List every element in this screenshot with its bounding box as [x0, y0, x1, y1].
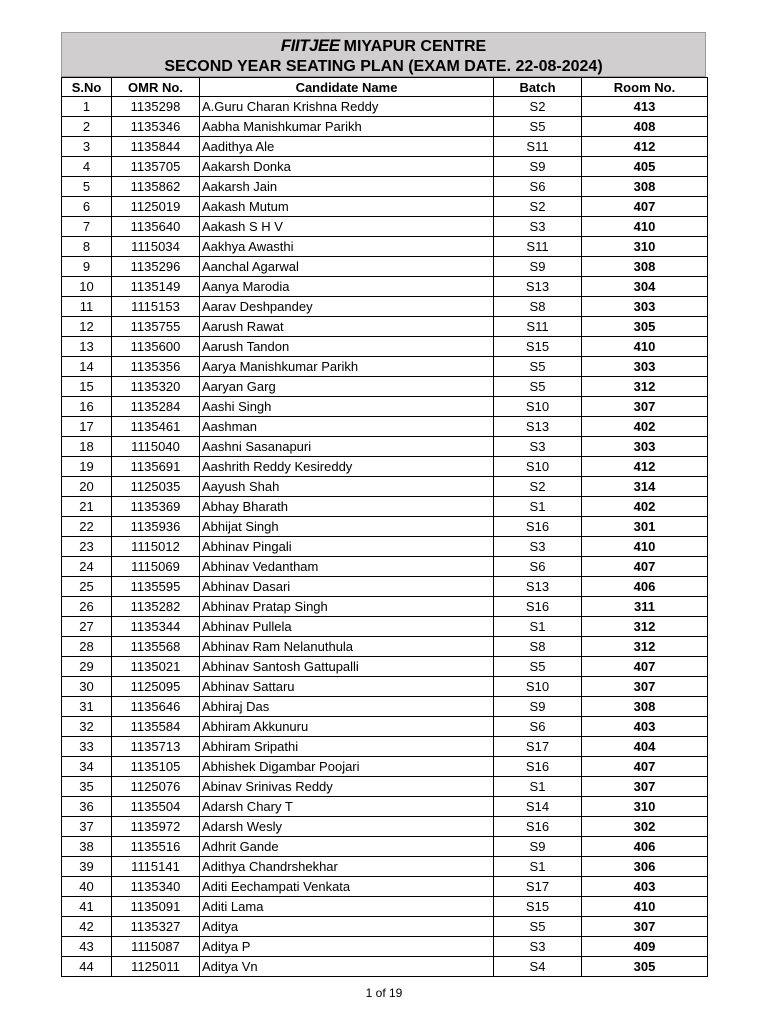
- cell-room: 406: [582, 837, 708, 857]
- cell-name: Abhinav Pullela: [200, 617, 494, 637]
- cell-batch: S8: [494, 297, 582, 317]
- cell-room: 303: [582, 437, 708, 457]
- cell-sno: 28: [62, 637, 112, 657]
- brand-logo: FIITJEE: [280, 36, 340, 55]
- cell-batch: S16: [494, 517, 582, 537]
- table-row: [62, 597, 708, 617]
- table-row: [62, 137, 708, 157]
- table-row: [62, 377, 708, 397]
- cell-sno: 1: [62, 97, 112, 117]
- cell-sno: 42: [62, 917, 112, 937]
- table-row: [62, 517, 708, 537]
- col-batch-header: Batch: [494, 78, 582, 97]
- cell-name: Abinav Srinivas Reddy: [200, 777, 494, 797]
- cell-sno: 10: [62, 277, 112, 297]
- cell-sno: 22: [62, 517, 112, 537]
- cell-omr: 1135568: [112, 637, 200, 657]
- cell-batch: S13: [494, 417, 582, 437]
- table-row: [62, 717, 708, 737]
- cell-room: 410: [582, 537, 708, 557]
- cell-batch: S13: [494, 577, 582, 597]
- cell-sno: 16: [62, 397, 112, 417]
- cell-room: 303: [582, 357, 708, 377]
- table-row: [62, 297, 708, 317]
- cell-sno: 41: [62, 897, 112, 917]
- cell-sno: 33: [62, 737, 112, 757]
- cell-name: Adhrit Gande: [200, 837, 494, 857]
- cell-room: 410: [582, 217, 708, 237]
- cell-name: Aaryan Garg: [200, 377, 494, 397]
- cell-name: Aanya Marodia: [200, 277, 494, 297]
- cell-sno: 43: [62, 937, 112, 957]
- cell-omr: 1135091: [112, 897, 200, 917]
- cell-name: A.Guru Charan Krishna Reddy: [200, 97, 494, 117]
- cell-batch: S1: [494, 777, 582, 797]
- cell-name: Aditi Eechampati Venkata: [200, 877, 494, 897]
- cell-name: Abhinav Santosh Gattupalli: [200, 657, 494, 677]
- cell-batch: S16: [494, 757, 582, 777]
- cell-omr: 1115012: [112, 537, 200, 557]
- cell-omr: 1135021: [112, 657, 200, 677]
- cell-room: 310: [582, 797, 708, 817]
- cell-name: Abhinav Sattaru: [200, 677, 494, 697]
- cell-omr: 1125035: [112, 477, 200, 497]
- table-row: [62, 657, 708, 677]
- cell-omr: 1135284: [112, 397, 200, 417]
- cell-name: Aarav Deshpandey: [200, 297, 494, 317]
- cell-name: Abhinav Pratap Singh: [200, 597, 494, 617]
- cell-sno: 36: [62, 797, 112, 817]
- cell-batch: S1: [494, 857, 582, 877]
- cell-name: Aakarsh Donka: [200, 157, 494, 177]
- cell-batch: S11: [494, 237, 582, 257]
- cell-batch: S2: [494, 97, 582, 117]
- table-row: [62, 437, 708, 457]
- table-row: [62, 677, 708, 697]
- cell-room: 308: [582, 177, 708, 197]
- cell-omr: 1135713: [112, 737, 200, 757]
- cell-batch: S17: [494, 737, 582, 757]
- cell-room: 308: [582, 257, 708, 277]
- cell-batch: S15: [494, 897, 582, 917]
- table-row: [62, 557, 708, 577]
- cell-sno: 29: [62, 657, 112, 677]
- cell-omr: 1135105: [112, 757, 200, 777]
- cell-name: Aadithya Ale: [200, 137, 494, 157]
- cell-batch: S14: [494, 797, 582, 817]
- col-room-header: Room No.: [582, 78, 708, 97]
- cell-room: 311: [582, 597, 708, 617]
- cell-sno: 17: [62, 417, 112, 437]
- cell-omr: 1125019: [112, 197, 200, 217]
- cell-sno: 6: [62, 197, 112, 217]
- table-row: [62, 697, 708, 717]
- col-name-header: Candidate Name: [200, 78, 494, 97]
- cell-name: Aakash S H V: [200, 217, 494, 237]
- cell-batch: S3: [494, 437, 582, 457]
- table-row: [62, 357, 708, 377]
- cell-batch: S5: [494, 357, 582, 377]
- cell-batch: S5: [494, 117, 582, 137]
- cell-omr: 1135691: [112, 457, 200, 477]
- cell-omr: 1135755: [112, 317, 200, 337]
- cell-name: Aditya P: [200, 937, 494, 957]
- cell-sno: 7: [62, 217, 112, 237]
- table-row: [62, 897, 708, 917]
- table-row: [62, 157, 708, 177]
- cell-room: 402: [582, 417, 708, 437]
- table-row: [62, 177, 708, 197]
- cell-room: 305: [582, 957, 708, 977]
- cell-name: Aakarsh Jain: [200, 177, 494, 197]
- cell-room: 304: [582, 277, 708, 297]
- col-omr-header: OMR No.: [112, 78, 200, 97]
- cell-sno: 20: [62, 477, 112, 497]
- sheet-header: [61, 32, 706, 77]
- cell-batch: S9: [494, 837, 582, 857]
- cell-sno: 3: [62, 137, 112, 157]
- cell-room: 406: [582, 577, 708, 597]
- cell-sno: 24: [62, 557, 112, 577]
- cell-name: Aashi Singh: [200, 397, 494, 417]
- cell-batch: S8: [494, 637, 582, 657]
- cell-sno: 38: [62, 837, 112, 857]
- table-row: [62, 937, 708, 957]
- table-row: [62, 397, 708, 417]
- cell-sno: 37: [62, 817, 112, 837]
- cell-name: Aabha Manishkumar Parikh: [200, 117, 494, 137]
- cell-name: Abhinav Pingali: [200, 537, 494, 557]
- page-number: 1 of 19: [365, 986, 403, 1000]
- cell-batch: S17: [494, 877, 582, 897]
- table-row: [62, 617, 708, 637]
- cell-room: 402: [582, 497, 708, 517]
- cell-room: 307: [582, 677, 708, 697]
- cell-batch: S6: [494, 557, 582, 577]
- cell-omr: 1125011: [112, 957, 200, 977]
- cell-omr: 1135516: [112, 837, 200, 857]
- cell-name: Aditya Vn: [200, 957, 494, 977]
- cell-room: 312: [582, 377, 708, 397]
- cell-sno: 40: [62, 877, 112, 897]
- table-row: [62, 577, 708, 597]
- cell-name: Abhiraj Das: [200, 697, 494, 717]
- cell-omr: 1135340: [112, 877, 200, 897]
- table-row: [62, 417, 708, 437]
- cell-omr: 1135972: [112, 817, 200, 837]
- table-row: [62, 957, 708, 977]
- cell-omr: 1135298: [112, 97, 200, 117]
- cell-room: 405: [582, 157, 708, 177]
- cell-name: Abhay Bharath: [200, 497, 494, 517]
- cell-omr: 1135844: [112, 137, 200, 157]
- cell-name: Abhinav Vedantham: [200, 557, 494, 577]
- cell-omr: 1135504: [112, 797, 200, 817]
- centre-name: MIYAPUR CENTRE: [343, 38, 487, 55]
- cell-batch: S5: [494, 657, 582, 677]
- cell-omr: 1135640: [112, 217, 200, 237]
- cell-batch: S1: [494, 497, 582, 517]
- table-row: [62, 537, 708, 557]
- cell-room: 407: [582, 197, 708, 217]
- table-row: [62, 457, 708, 477]
- cell-omr: 1125076: [112, 777, 200, 797]
- cell-room: 305: [582, 317, 708, 337]
- cell-sno: 26: [62, 597, 112, 617]
- cell-omr: 1135356: [112, 357, 200, 377]
- cell-room: 306: [582, 857, 708, 877]
- cell-batch: S1: [494, 617, 582, 637]
- cell-room: 403: [582, 877, 708, 897]
- cell-room: 308: [582, 697, 708, 717]
- table-row: [62, 857, 708, 877]
- table-row: [62, 477, 708, 497]
- table-row: [62, 497, 708, 517]
- cell-batch: S2: [494, 197, 582, 217]
- cell-name: Aashrith Reddy Kesireddy: [200, 457, 494, 477]
- cell-batch: S9: [494, 257, 582, 277]
- table-body: [62, 97, 708, 977]
- cell-sno: 34: [62, 757, 112, 777]
- cell-room: 307: [582, 777, 708, 797]
- table-row: [62, 217, 708, 237]
- table-row: [62, 277, 708, 297]
- table-row: [62, 877, 708, 897]
- cell-omr: 1135600: [112, 337, 200, 357]
- table-row: [62, 737, 708, 757]
- cell-room: 314: [582, 477, 708, 497]
- cell-name: Abhiram Akkunuru: [200, 717, 494, 737]
- cell-sno: 13: [62, 337, 112, 357]
- cell-name: Abhinav Dasari: [200, 577, 494, 597]
- cell-sno: 8: [62, 237, 112, 257]
- cell-batch: S3: [494, 217, 582, 237]
- cell-name: Aakash Mutum: [200, 197, 494, 217]
- cell-omr: 1135282: [112, 597, 200, 617]
- cell-sno: 35: [62, 777, 112, 797]
- cell-batch: S11: [494, 317, 582, 337]
- cell-room: 403: [582, 717, 708, 737]
- cell-omr: 1135705: [112, 157, 200, 177]
- cell-room: 307: [582, 917, 708, 937]
- cell-omr: 1125095: [112, 677, 200, 697]
- cell-name: Aditi Lama: [200, 897, 494, 917]
- cell-omr: 1135346: [112, 117, 200, 137]
- cell-omr: 1115040: [112, 437, 200, 457]
- centre-heading: [62, 36, 705, 56]
- cell-batch: S11: [494, 137, 582, 157]
- cell-omr: 1135369: [112, 497, 200, 517]
- table-row: [62, 837, 708, 857]
- cell-sno: 14: [62, 357, 112, 377]
- cell-batch: S10: [494, 677, 582, 697]
- cell-name: Abhishek Digambar Poojari: [200, 757, 494, 777]
- table-row: [62, 337, 708, 357]
- cell-batch: S9: [494, 697, 582, 717]
- table-row: [62, 117, 708, 137]
- cell-sno: 27: [62, 617, 112, 637]
- cell-sno: 32: [62, 717, 112, 737]
- cell-omr: 1115034: [112, 237, 200, 257]
- cell-omr: 1115141: [112, 857, 200, 877]
- table-row: [62, 197, 708, 217]
- cell-omr: 1115153: [112, 297, 200, 317]
- cell-omr: 1135595: [112, 577, 200, 597]
- seating-table: [61, 77, 708, 977]
- table-row: [62, 777, 708, 797]
- cell-name: Aanchal Agarwal: [200, 257, 494, 277]
- cell-batch: S3: [494, 937, 582, 957]
- cell-name: Aakhya Awasthi: [200, 237, 494, 257]
- cell-name: Aashni Sasanapuri: [200, 437, 494, 457]
- table-row: [62, 797, 708, 817]
- cell-omr: 1135646: [112, 697, 200, 717]
- cell-batch: S6: [494, 177, 582, 197]
- cell-name: Aarya Manishkumar Parikh: [200, 357, 494, 377]
- cell-batch: S15: [494, 337, 582, 357]
- cell-sno: 25: [62, 577, 112, 597]
- cell-sno: 4: [62, 157, 112, 177]
- table-row: [62, 97, 708, 117]
- cell-room: 410: [582, 897, 708, 917]
- cell-room: 310: [582, 237, 708, 257]
- cell-room: 408: [582, 117, 708, 137]
- table-row: [62, 637, 708, 657]
- cell-batch: S16: [494, 597, 582, 617]
- cell-room: 410: [582, 337, 708, 357]
- sheet-title: SECOND YEAR SEATING PLAN (EXAM DATE. 22-08-2024): [164, 58, 603, 75]
- cell-name: Adarsh Chary T: [200, 797, 494, 817]
- cell-name: Abhijat Singh: [200, 517, 494, 537]
- table-header-row: [62, 78, 708, 97]
- cell-omr: 1135461: [112, 417, 200, 437]
- cell-name: Aayush Shah: [200, 477, 494, 497]
- cell-omr: 1135320: [112, 377, 200, 397]
- table-row: [62, 817, 708, 837]
- cell-name: Abhinav Ram Nelanuthula: [200, 637, 494, 657]
- cell-room: 312: [582, 617, 708, 637]
- cell-batch: S10: [494, 457, 582, 477]
- cell-room: 412: [582, 137, 708, 157]
- cell-sno: 23: [62, 537, 112, 557]
- cell-room: 303: [582, 297, 708, 317]
- table-row: [62, 257, 708, 277]
- cell-batch: S3: [494, 537, 582, 557]
- cell-room: 312: [582, 637, 708, 657]
- cell-batch: S5: [494, 377, 582, 397]
- table-row: [62, 917, 708, 937]
- cell-room: 409: [582, 937, 708, 957]
- cell-batch: S5: [494, 917, 582, 937]
- cell-sno: 21: [62, 497, 112, 517]
- cell-sno: 15: [62, 377, 112, 397]
- cell-omr: 1135149: [112, 277, 200, 297]
- cell-room: 307: [582, 397, 708, 417]
- table-row: [62, 757, 708, 777]
- table-row: [62, 237, 708, 257]
- cell-sno: 12: [62, 317, 112, 337]
- cell-sno: 30: [62, 677, 112, 697]
- cell-name: Aditya: [200, 917, 494, 937]
- cell-sno: 19: [62, 457, 112, 477]
- cell-sno: 44: [62, 957, 112, 977]
- cell-room: 407: [582, 757, 708, 777]
- cell-sno: 5: [62, 177, 112, 197]
- cell-sno: 18: [62, 437, 112, 457]
- cell-batch: S4: [494, 957, 582, 977]
- cell-sno: 9: [62, 257, 112, 277]
- cell-sno: 39: [62, 857, 112, 877]
- cell-room: 407: [582, 657, 708, 677]
- cell-omr: 1135584: [112, 717, 200, 737]
- cell-name: Adithya Chandrshekhar: [200, 857, 494, 877]
- cell-name: Abhiram Sripathi: [200, 737, 494, 757]
- cell-room: 413: [582, 97, 708, 117]
- cell-omr: 1115087: [112, 937, 200, 957]
- cell-batch: S16: [494, 817, 582, 837]
- cell-room: 407: [582, 557, 708, 577]
- cell-sno: 31: [62, 697, 112, 717]
- cell-batch: S2: [494, 477, 582, 497]
- cell-name: Aashman: [200, 417, 494, 437]
- cell-name: Aarush Tandon: [200, 337, 494, 357]
- cell-room: 404: [582, 737, 708, 757]
- table-row: [62, 317, 708, 337]
- cell-batch: S6: [494, 717, 582, 737]
- cell-omr: 1135344: [112, 617, 200, 637]
- cell-room: 301: [582, 517, 708, 537]
- cell-room: 302: [582, 817, 708, 837]
- cell-name: Aarush Rawat: [200, 317, 494, 337]
- cell-sno: 11: [62, 297, 112, 317]
- cell-omr: 1135862: [112, 177, 200, 197]
- cell-omr: 1135296: [112, 257, 200, 277]
- cell-sno: 2: [62, 117, 112, 137]
- cell-name: Adarsh Wesly: [200, 817, 494, 837]
- cell-batch: S9: [494, 157, 582, 177]
- cell-omr: 1135936: [112, 517, 200, 537]
- cell-omr: 1115069: [112, 557, 200, 577]
- cell-batch: S13: [494, 277, 582, 297]
- col-sno-header: S.No: [62, 78, 112, 97]
- cell-omr: 1135327: [112, 917, 200, 937]
- cell-room: 412: [582, 457, 708, 477]
- cell-batch: S10: [494, 397, 582, 417]
